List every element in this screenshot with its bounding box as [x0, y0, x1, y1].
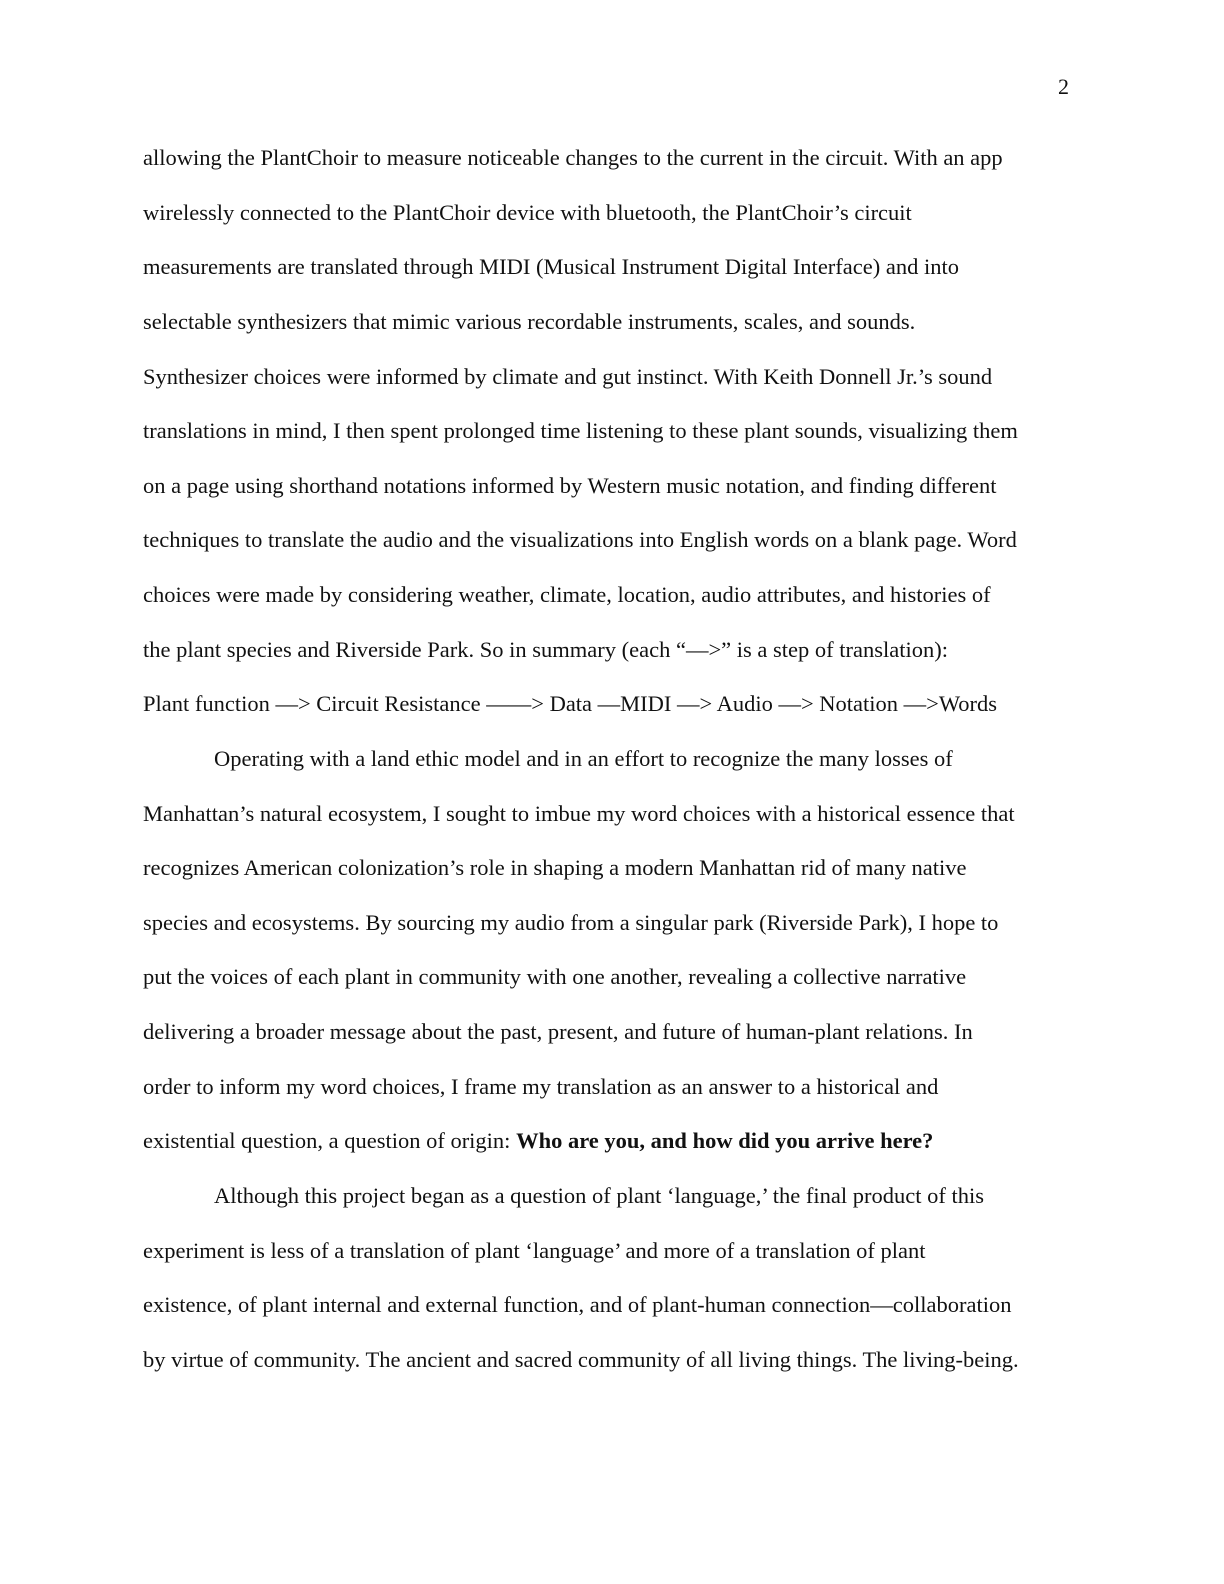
text-line: species and ecosystems. By sourcing my audio from a singular park (Riverside Park), I hope to: [143, 910, 999, 935]
text-line: selectable synthesizers that mimic various recordable instruments, scales, and sounds.: [143, 309, 916, 334]
text-line: Synthesizer choices were informed by climate and gut instinct. With Keith Donnell Jr.’s sound: [143, 364, 993, 389]
question-lead-in: existential question, a question of origin:: [143, 1128, 517, 1153]
text-line-with-question: [143, 1126, 933, 1156]
text-line: recognizes American colonization’s role in shaping a modern Manhattan rid of many native: [143, 855, 967, 880]
paragraph-start-line: Operating with a land ethic model and in an effort to recognize the many losses of: [214, 746, 953, 771]
text-line: allowing the PlantChoir to measure noticeable changes to the current in the circuit. With an app: [143, 145, 1003, 170]
text-line: Manhattan’s natural ecosystem, I sought to imbue my word choices with a historical essence that: [143, 801, 1015, 826]
text-line: delivering a broader message about the past, present, and future of human-plant relations. In: [143, 1019, 973, 1044]
text-line: the plant species and Riverside Park. So in summary (each “—>” is a step of translation):: [143, 637, 948, 662]
text-line: translations in mind, I then spent prolonged time listening to these plant sounds, visualizing them: [143, 418, 1018, 443]
text-line: on a page using shorthand notations informed by Western music notation, and finding different: [143, 473, 997, 498]
text-line: put the voices of each plant in community with one another, revealing a collective narrative: [143, 964, 967, 989]
bold-question: Who are you, and how did you arrive here?: [516, 1128, 934, 1153]
page-number: 2: [1058, 74, 1069, 99]
text-line: choices were made by considering weather, climate, location, audio attributes, and histories of: [143, 582, 991, 607]
text-line: order to inform my word choices, I frame my translation as an answer to a historical and: [143, 1074, 939, 1099]
text-line: wirelessly connected to the PlantChoir device with bluetooth, the PlantChoir’s circuit: [143, 200, 912, 225]
text-line: experiment is less of a translation of plant ‘language’ and more of a translation of plant: [143, 1238, 926, 1263]
text-line: measurements are translated through MIDI (Musical Instrument Digital Interface) and into: [143, 254, 959, 279]
text-line: by virtue of community. The ancient and sacred community of all living things. The living-being.: [143, 1347, 1019, 1372]
text-line: techniques to translate the audio and the visualizations into English words on a blank page. Word: [143, 527, 1017, 552]
paragraph-start-line: Although this project began as a question of plant ‘language,’ the final product of this: [214, 1183, 985, 1208]
text-line: existence, of plant internal and external function, and of plant-human connection—collaboration: [143, 1292, 1012, 1317]
translation-chain-line: Plant function —> Circuit Resistance ——> Data —MIDI —> Audio —> Notation —>Words: [143, 691, 998, 716]
